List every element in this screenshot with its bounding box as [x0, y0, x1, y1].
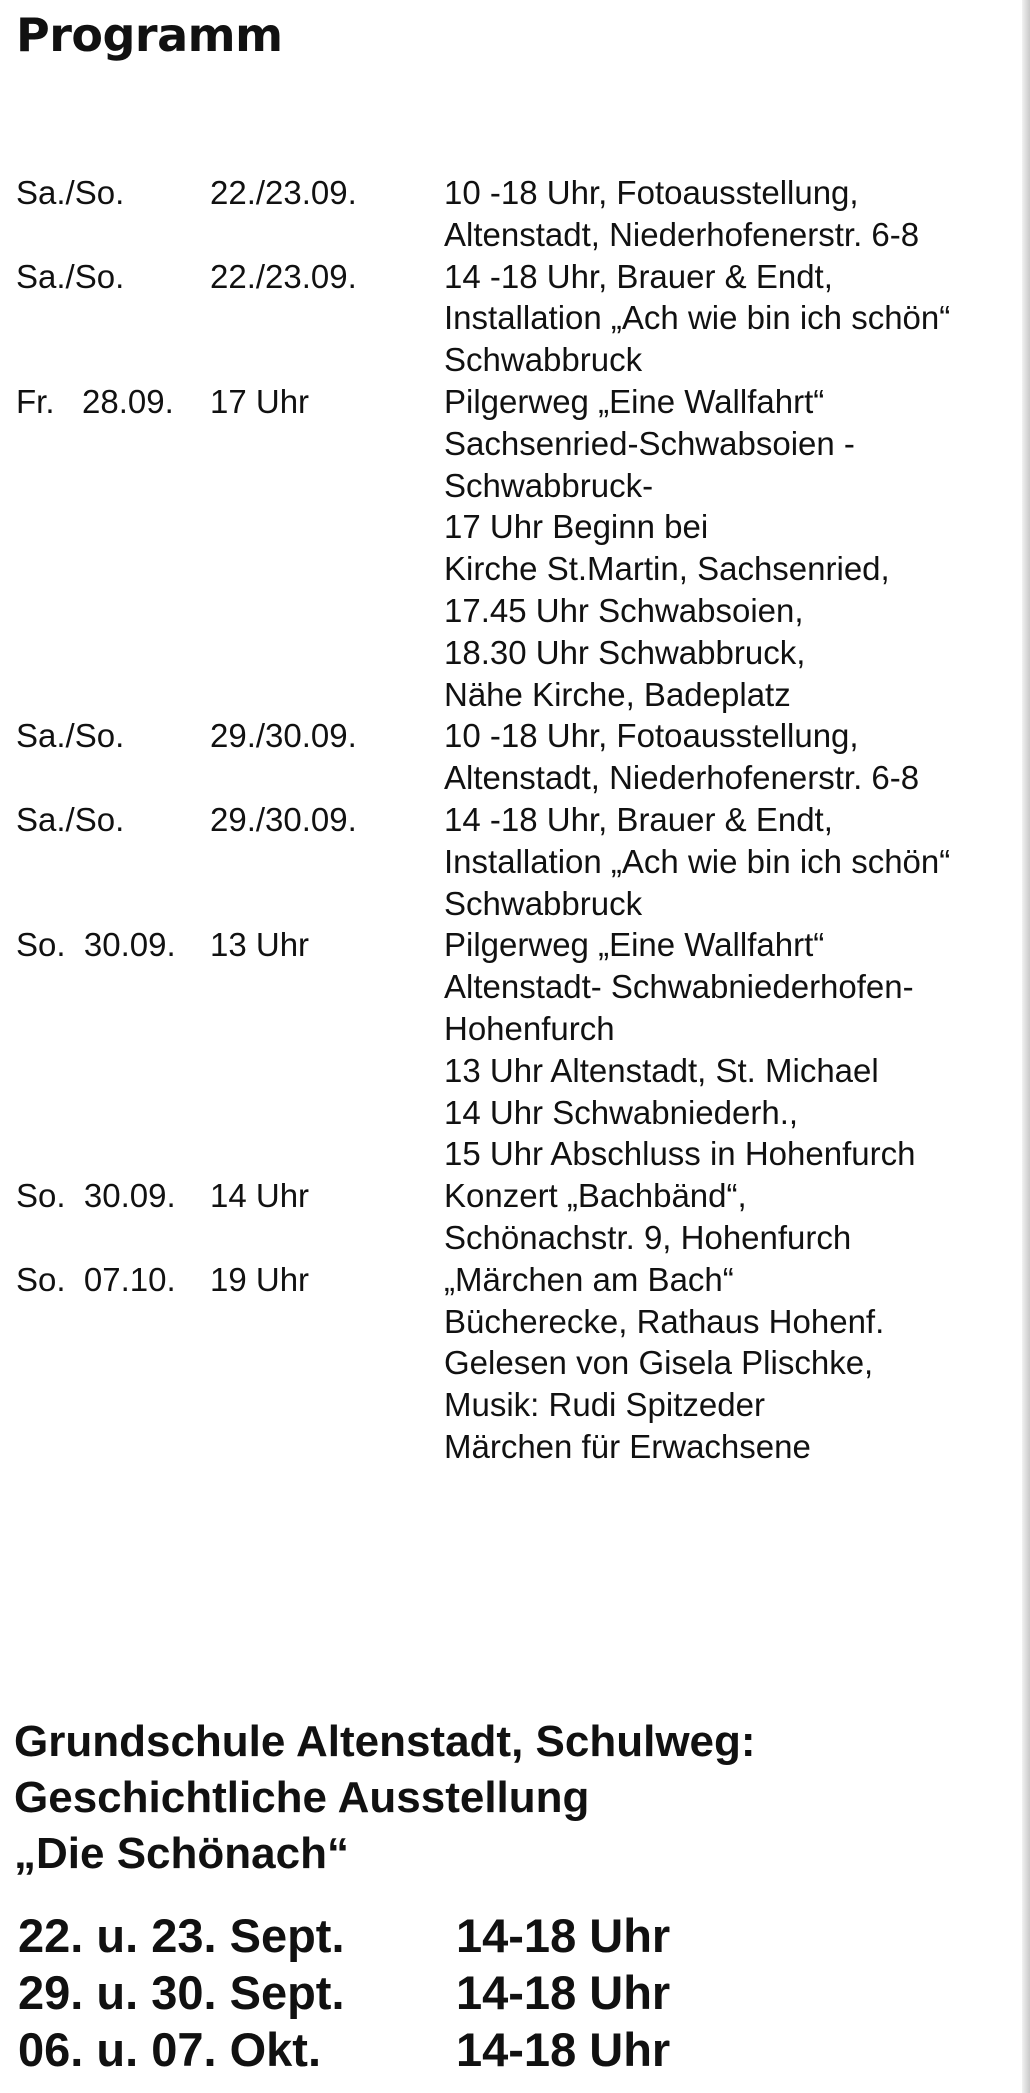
- event-detail-line: 15 Uhr Abschluss in Hohenfurch: [444, 1135, 916, 1173]
- event-date: 19 Uhr: [210, 1260, 310, 1298]
- event-day: So. 30.09.: [16, 926, 176, 964]
- exhibition-time: 14-18 Uhr: [456, 2023, 671, 2076]
- exhibition-date: 06. u. 07. Okt.: [18, 2023, 322, 2076]
- event-detail-line: Altenstadt- Schwabniederhofen-: [444, 968, 914, 1006]
- exhibition-heading-line: Geschichtliche Ausstellung: [14, 1773, 590, 1822]
- event-detail-line: Sachsenried-Schwabsoien -: [444, 424, 855, 462]
- event-detail-line: 17 Uhr Beginn bei: [444, 508, 709, 546]
- page-title: Programm: [16, 8, 283, 62]
- event-row: [16, 715, 1016, 799]
- exhibition-date: 22. u. 23. Sept.: [18, 1909, 345, 1962]
- event-detail-line: Musik: Rudi Spitzeder: [444, 1386, 765, 1424]
- event-detail-line: 14 -18 Uhr, Brauer & Endt,: [444, 800, 833, 838]
- event-details: [444, 799, 1016, 924]
- event-detail-line: 13 Uhr Altenstadt, St. Michael: [444, 1051, 879, 1089]
- event-date: 29./30.09.: [210, 800, 357, 838]
- event-detail-line: Märchen für Erwachsene: [444, 1427, 811, 1465]
- event-detail-line: Schwabbruck: [444, 341, 643, 379]
- event-detail-line: Installation „Ach wie bin ich schön“: [444, 299, 951, 337]
- event-details: [444, 172, 1016, 256]
- event-row: [16, 172, 1016, 256]
- exhibition-time: 14-18 Uhr: [456, 1909, 671, 1962]
- event-detail-line: 10 -18 Uhr, Fotoausstellung,: [444, 717, 859, 755]
- event-date: 22./23.09.: [210, 257, 357, 295]
- event-detail-line: 18.30 Uhr Schwabbruck,: [444, 633, 806, 671]
- event-detail-line: Schönachstr. 9, Hohenfurch: [444, 1218, 852, 1256]
- event-detail-line: Kirche St.Martin, Sachsenried,: [444, 550, 890, 588]
- event-detail-line: 14 Uhr Schwabniederh.,: [444, 1093, 799, 1131]
- event-detail-line: Nähe Kirche, Badeplatz: [444, 675, 791, 713]
- event-details: [444, 1175, 1016, 1259]
- event-detail-line: Pilgerweg „Eine Wallfahrt“: [444, 382, 825, 420]
- event-details: [444, 715, 1016, 799]
- event-detail-line: Bücherecke, Rathaus Hohenf.: [444, 1302, 885, 1340]
- page-edge-shadow: [1022, 0, 1030, 2093]
- event-row: [16, 924, 1016, 1175]
- event-detail-line: Hohenfurch: [444, 1009, 615, 1047]
- event-row: [16, 381, 1016, 715]
- event-day: So. 07.10.: [16, 1260, 176, 1298]
- event-detail-line: Pilgerweg „Eine Wallfahrt“: [444, 926, 825, 964]
- event-details: [444, 924, 1016, 1175]
- event-date: 29./30.09.: [210, 717, 357, 755]
- event-date: 22./23.09.: [210, 174, 357, 211]
- exhibition-heading-line: Grundschule Altenstadt, Schulweg:: [14, 1717, 756, 1766]
- event-detail-line: Konzert „Bachbänd“,: [444, 1177, 747, 1215]
- event-detail-line: 17.45 Uhr Schwabsoien,: [444, 591, 804, 629]
- exhibition-date: 29. u. 30. Sept.: [18, 1966, 345, 2019]
- event-details: [444, 381, 1016, 715]
- event-row: [16, 1175, 1016, 1259]
- event-row: [16, 799, 1016, 924]
- event-day: Sa./So.: [16, 257, 125, 295]
- event-day: Sa./So.: [16, 800, 125, 838]
- event-detail-line: „Märchen am Bach“: [444, 1260, 734, 1298]
- event-day: Sa./So.: [16, 717, 125, 755]
- event-details: [444, 1259, 1016, 1468]
- event-detail-line: Schwabbruck: [444, 884, 643, 922]
- event-row: [16, 1259, 1016, 1468]
- event-detail-line: 14 -18 Uhr, Brauer & Endt,: [444, 257, 833, 295]
- event-day: Sa./So.: [16, 174, 125, 211]
- program-schedule: [16, 172, 1016, 1468]
- event-detail-line: Gelesen von Gisela Plischke,: [444, 1344, 874, 1382]
- exhibition-heading-line: „Die Schönach“: [14, 1829, 349, 1878]
- event-detail-line: 10 -18 Uhr, Fotoausstellung,: [444, 174, 859, 211]
- event-detail-line: Schwabbruck-: [444, 466, 654, 504]
- event-date: 14 Uhr: [210, 1177, 310, 1215]
- event-date: 17 Uhr: [210, 382, 310, 420]
- event-row: [16, 256, 1016, 381]
- event-date: 13 Uhr: [210, 926, 310, 964]
- event-day: So. 30.09.: [16, 1177, 176, 1215]
- exhibition-heading: [14, 1714, 756, 1882]
- exhibition-time: 14-18 Uhr: [456, 1966, 671, 2019]
- event-detail-line: Installation „Ach wie bin ich schön“: [444, 842, 951, 880]
- event-details: [444, 256, 1016, 381]
- event-detail-line: Altenstadt, Niederhofenerstr. 6-8: [444, 215, 920, 253]
- event-day: Fr. 28.09.: [16, 382, 174, 420]
- event-detail-line: Altenstadt, Niederhofenerstr. 6-8: [444, 759, 920, 797]
